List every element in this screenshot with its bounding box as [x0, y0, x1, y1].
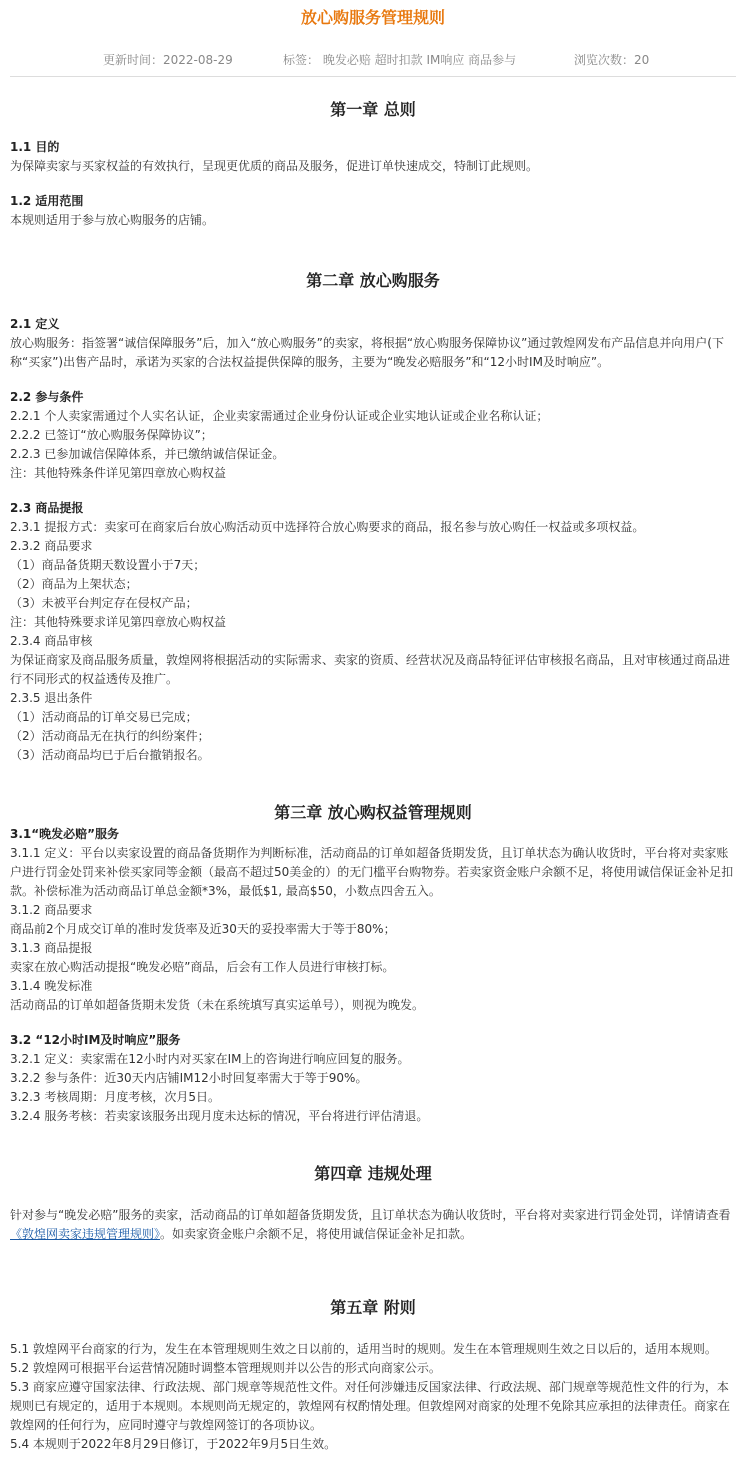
article-meta	[10, 50, 736, 70]
section-2-3-line: 2.3.4 商品审核	[10, 634, 93, 648]
section-2-2-line: 2.2.3 已参加诚信保障体系，并已缴纳诚信保证金。	[10, 447, 285, 461]
section-2-3-line: （1）活动商品的订单交易已完成；	[10, 710, 198, 724]
section-2-3-note: 注：其他特殊要求详见第四章放心购权益	[10, 615, 227, 629]
chapter-2-title: 第二章 放心购服务	[306, 271, 440, 290]
section-2-1-text: 放心购服务：指签署“诚信保障服务”后，加入“放心购服务”的卖家，将根据“放心购服务保障协议”通过敦煌网发布产品信息并向用户(下称“买家”)出售产品时，承诺为买家的合法权益提供保障的服务，主要为“晚发必赔服务”和“12小时IM及时响应”。	[10, 336, 724, 369]
section-2-3-line: （2）活动商品无在执行的纠纷案件；	[10, 729, 210, 743]
meta-divider	[10, 76, 736, 77]
section-5-line: 5.1 敦煌网平台商家的行为，发生在本管理规则生效之日以前的，适用当时的规则。发生在本管理规则生效之日以后的，适用本规则。	[10, 1342, 717, 1356]
section-2-3-review-text: 为保证商家及商品服务质量，敦煌网将根据活动的实际需求、卖家的资质、经营状况及商品特征评估审核报名商品，且对审核通过商品进行不同形式的权益透传及推广。	[10, 653, 731, 686]
section-2-3-line: （3）未被平台判定存在侵权产品；	[10, 596, 198, 610]
chapter-3-title: 第三章 放心购权益管理规则	[274, 803, 472, 822]
section-1-2-heading: 1.2 适用范围	[10, 194, 84, 208]
section-2-2-line: 2.2.1 个人卖家需通过个人实名认证，企业卖家需通过企业身份认证或企业实地认证或企业名称认证；	[10, 409, 549, 423]
section-2-3-heading: 2.3 商品提报	[10, 501, 84, 515]
chapter-4-text-before: 针对参与“晚发必赔”服务的卖家，活动商品的订单如超备货期发货，且订单状态为确认收货时，平台将对卖家进行罚金处罚，详情请查看	[10, 1208, 731, 1222]
section-5-4-text: 5.4 本规则于2022年8月29日修订，于2022年9月5日生效。	[10, 1437, 337, 1451]
chapter-4-text-after: 。如卖家资金账户余额不足，将使用诚信保证金补足扣款。	[160, 1227, 473, 1241]
section-5-3-text: 5.3 商家应遵守国家法律、行政法规、部门规章等规范性文件。对任何涉嫌违反国家法律、行政法规、部门规章等规范性文件的行为，本规则已有规定的，适用于本规则。本规则尚无规定的，敦煌网有权酌情处理。但敦煌网对商家的处理不免除其应承担的法律责任。商家在敦煌网的任何行为，应同时遵守与敦煌网签订的各项协议。	[10, 1380, 731, 1432]
section-1-2-text: 本规则适用于参与放心购服务的店铺。	[10, 213, 215, 227]
section-5-line: 5.2 敦煌网可根据平台运营情况随时调整本管理规则并以公告的形式向商家公示。	[10, 1361, 441, 1375]
section-2-3-line: （1）商品备货期天数设置小于7天；	[10, 558, 206, 572]
chapter-3-body	[10, 825, 736, 1126]
section-1-1-heading: 1.1 目的	[10, 140, 60, 154]
section-3-1-line: 卖家在放心购活动提报“晚发必赔”商品，后会有工作人员进行审核打标。	[10, 960, 395, 974]
spacer	[10, 372, 736, 388]
section-2-2-heading: 2.2 参与条件	[10, 390, 84, 404]
article-tags[interactable]: 标签： 晚发必赔 超时扣款 IM响应 商品参与	[283, 53, 517, 67]
section-1-1-text: 为保障卖家与买家权益的有效执行，呈现更优质的商品及服务，促进订单快速成交，特制订此规则。	[10, 159, 539, 173]
section-3-1-line: 商品前2个月成交订单的准时发货率及近30天的妥投率需大于等于80%；	[10, 922, 396, 936]
chapter-4-title: 第四章 违规处理	[314, 1164, 432, 1183]
section-3-1-definition: 3.1.1 定义：平台以卖家设置的商品备货期作为判断标准，活动商品的订单如超备货期发货，且订单状态为确认收货时，平台将对卖家账户进行罚金处罚来补偿买家同等金额（最高不超过50美金的）的无门槛平台购物券。若卖家资金账户余额不足，将使用诚信保证金补足扣款。补偿标准为活动商品订单总金额*3%，最低$1, 最高$50，小数点四舍五入。	[10, 846, 734, 898]
section-3-1-line: 3.1.2 商品要求	[10, 903, 93, 917]
chapter-5-title: 第五章 附则	[330, 1298, 416, 1317]
section-2-2-line: 2.2.2 已签订“放心购服务保障协议”；	[10, 428, 213, 442]
spacer	[10, 1015, 736, 1031]
section-3-2-line: 3.2.4 服务考核：若卖家该服务出现月度未达标的情况，平台将进行评估清退。	[10, 1109, 429, 1123]
chapter-1-body	[10, 138, 736, 230]
update-time: 更新时间：2022-08-29	[103, 53, 233, 67]
section-3-1-line: 3.1.3 商品提报	[10, 941, 93, 955]
section-2-3-line: （3）活动商品均已于后台撤销报名。	[10, 748, 210, 762]
section-2-1-heading: 2.1 定义	[10, 317, 60, 331]
chapter-1-title: 第一章 总则	[330, 100, 416, 119]
chapter-2-body	[10, 315, 736, 765]
section-2-3-line: （2）商品为上架状态；	[10, 577, 138, 591]
spacer	[10, 176, 736, 192]
page-title: 放心购服务管理规则	[300, 8, 445, 27]
spacer	[10, 483, 736, 499]
section-2-2-note: 注：其他特殊条件详见第四章放心购权益	[10, 466, 227, 480]
section-3-2-line: 3.2.3 考核周期：月度考核，次月5日。	[10, 1090, 220, 1104]
section-3-2-line: 3.2.1 定义：卖家需在12小时内对买家在IM上的咨询进行响应回复的服务。	[10, 1052, 410, 1066]
section-3-1-line: 3.1.4 晚发标准	[10, 979, 93, 993]
view-count: 浏览次数：20	[574, 53, 650, 67]
chapter-4-body	[10, 1206, 736, 1244]
section-3-1-line: 活动商品的订单如超备货期未发货（未在系统填写真实运单号），则视为晚发。	[10, 998, 425, 1012]
violation-rules-link[interactable]: 《敦煌网卖家违规管理规则》	[10, 1227, 161, 1241]
section-3-2-heading: 3.2 “12小时IM及时响应”服务	[10, 1033, 181, 1047]
section-3-2-line: 3.2.2 参与条件：近30天内店铺IM12小时回复率需大于等于90%。	[10, 1071, 368, 1085]
chapter-5-body	[10, 1340, 736, 1454]
chapter-4-text	[10, 1206, 736, 1244]
section-3-1-heading: 3.1“晚发必赔”服务	[10, 827, 120, 841]
section-2-3-line: 2.3.2 商品要求	[10, 539, 93, 553]
section-2-3-line: 2.3.1 提报方式：卖家可在商家后台放心购活动页中选择符合放心购要求的商品，报名参与放心购任一权益或多项权益。	[10, 520, 645, 534]
section-2-3-line: 2.3.5 退出条件	[10, 691, 93, 705]
